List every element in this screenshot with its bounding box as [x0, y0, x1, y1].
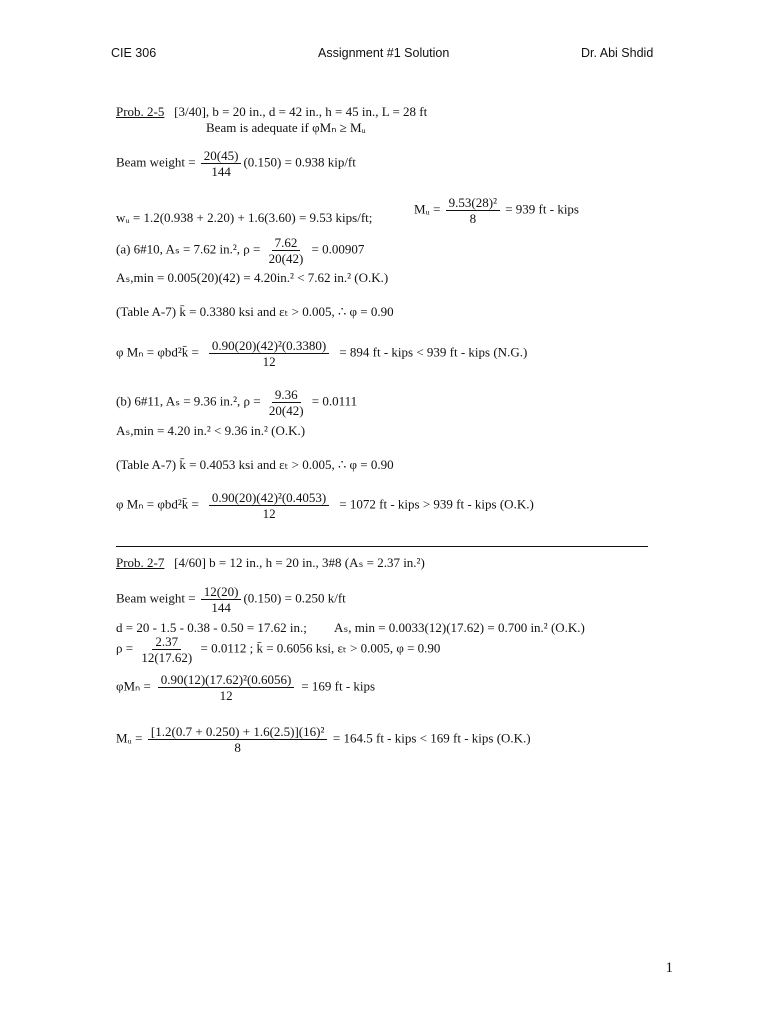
prob-2-5-a-asmin: Aₛ,min = 0.005(20)(42) = 4.20in.² < 7.62 in.² (O.K.): [116, 270, 389, 285]
prob-2-7-mu: Mᵤ = $\frac{\text{[1.2(0.7 + 0.250) + 1.6(2.5)](16)²}}{8}$ = 164.5 ft - kips < 169 ft - kips (O.K.): [116, 724, 531, 755]
prob-2-7-label: Prob. 2-7: [116, 555, 165, 570]
document-title: Assignment #1 Solution: [318, 46, 450, 60]
prob-2-5-label: Prob. 2-5: [116, 104, 165, 119]
section-divider: [116, 546, 648, 547]
prob-2-5-a-phimn: φ Mₙ = φbd²k̄ = $\frac{\text{0.90(20)(42)²(0.3380)}}{12}$ = 894 ft - kips < 939 ft - kips (N.G.): [116, 338, 528, 369]
prob-2-5-b-table: (Table A-7) k̄ = 0.4053 ksi and εₜ > 0.005, ∴ φ = 0.90: [116, 457, 394, 472]
prob-2-7-rho: ρ = $\frac{2.37}{12(17.62)}$ = 0.0112 ; k̄ = 0.6056 ksi, εₜ > 0.005, φ = 0.90: [116, 634, 441, 665]
prob-2-5-part-b: (b) 6#11, Aₛ = 9.36 in.², ρ = $\frac{9.36}{20(42)}$ = 0.0111: [116, 387, 358, 418]
author-name: Dr. Abi Shdid: [581, 46, 654, 60]
prob-2-5-beam-weight: Beam weight = $\frac{20(45)}{144}$ (0.150) = 0.938 kip/ft: [116, 148, 356, 179]
course-code: CIE 306: [111, 46, 157, 60]
prob-2-7-asmin: Aₛ, min = 0.0033(12)(17.62) = 0.700 in.² (O.K.): [334, 620, 585, 635]
prob-2-5-mu: Mᵤ = $\frac{\text{9.53(28)²}}{8}$ = 939 ft - kips: [414, 195, 579, 226]
prob-2-5-part-a: (a) 6#10, Aₛ = 7.62 in.², ρ = $\frac{7.62}{20(42)}$ = 0.00907: [116, 235, 365, 266]
page-number: 1: [665, 960, 673, 976]
prob-2-5-b-phimn: φ Mₙ = φbd²k̄ = $\frac{\text{0.90(20)(42)²(0.4053)}}{12}$ = 1072 ft - kips > 939 ft - kips (O.K.): [116, 490, 534, 521]
prob-2-5-a-table: (Table A-7) k̄ = 0.3380 ksi and εₜ > 0.005, ∴ φ = 0.90: [116, 304, 394, 319]
prob-2-7-given: [4/60] b = 12 in., h = 20 in., 3#8 (Aₛ = 2.37 in.²): [174, 555, 425, 570]
prob-2-5-given: [3/40], b = 20 in., d = 42 in., h = 45 in., L = 28 ft: [174, 104, 428, 119]
prob-2-5-b-asmin: Aₛ,min = 4.20 in.² < 9.36 in.² (O.K.): [116, 423, 306, 438]
prob-2-7-d: d = 20 - 1.5 - 0.38 - 0.50 = 17.62 in.;: [116, 620, 307, 635]
prob-2-7-beam-weight: Beam weight = $\frac{12(20)}{144}$ (0.150) = 0.250 k/ft: [116, 584, 346, 615]
prob-2-5-line: [116, 104, 427, 120]
prob-2-7-phimn: φMₙ = $\frac{\text{0.90(12)(17.62)²(0.6056)}}{12}$ = 169 ft - kips: [116, 672, 376, 703]
prob-2-5-wu: wᵤ = 1.2(0.938 + 2.20) + 1.6(3.60) = 9.53 kips/ft;: [116, 210, 373, 225]
prob-2-5-criterion: Beam is adequate if φMₙ ≥ Mᵤ: [206, 120, 366, 135]
prob-2-7-line: [116, 555, 425, 571]
